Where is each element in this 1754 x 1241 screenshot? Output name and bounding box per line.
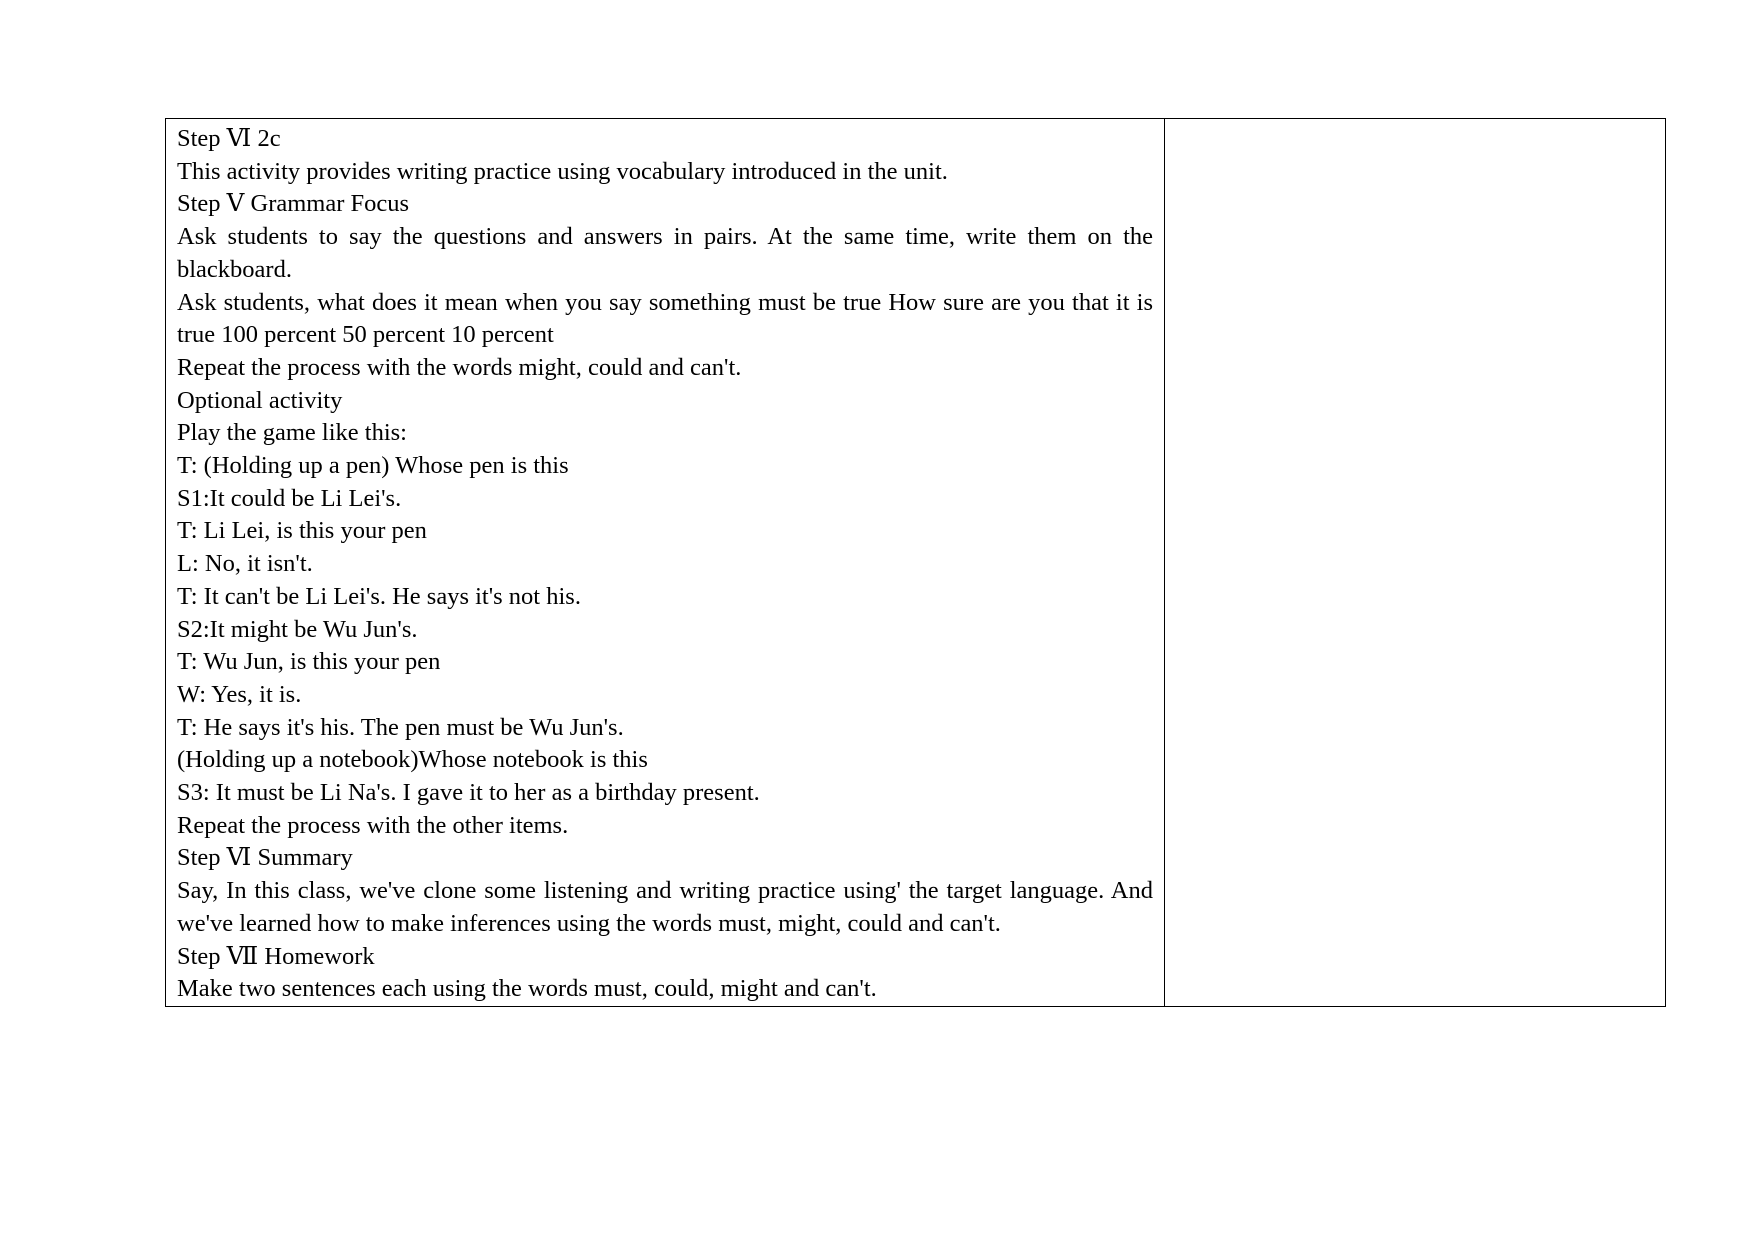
text-line: T: Wu Jun, is this your pen xyxy=(177,648,441,676)
text-line: S1:It could be Li Lei's. xyxy=(177,484,402,512)
text-line: T: Li Lei, is this your pen xyxy=(177,517,427,545)
text-line: Step Ⅵ Summary xyxy=(177,844,353,872)
text-paragraph: Ask students to say the questions and answers in pairs. At the same time, write them on the blackboard. xyxy=(177,223,1153,283)
text-line: S2:It might be Wu Jun's. xyxy=(177,615,418,643)
text-paragraph: Say, In this class, we've clone some listening and writing practice using' the target language. And we've learned how to make inferences using the words must, might, could and can't. xyxy=(177,877,1153,937)
text-line: Repeat the process with the words might, could and can't. xyxy=(177,353,742,381)
text-line: (Holding up a notebook)Whose notebook is this xyxy=(177,746,648,774)
text-line: T: (Holding up a pen) Whose pen is this xyxy=(177,452,569,480)
text-line: T: It can't be Li Lei's. He says it's not his. xyxy=(177,582,581,610)
teaching-steps-content xyxy=(166,119,1164,1006)
text-line: Step Ⅶ Homework xyxy=(177,942,375,970)
text-line: W: Yes, it is. xyxy=(177,680,302,708)
text-line: Play the game like this: xyxy=(177,419,407,447)
text-line: L: No, it isn't. xyxy=(177,550,313,578)
text-line: Step Ⅴ Grammar Focus xyxy=(177,190,410,218)
table-row xyxy=(166,119,1666,1007)
notes-cell xyxy=(1165,119,1666,1007)
text-line: S3: It must be Li Na's. I gave it to her as a birthday present. xyxy=(177,779,760,807)
lesson-plan-table xyxy=(165,118,1666,1007)
text-line: This activity provides writing practice using vocabulary introduced in the unit. xyxy=(177,157,948,185)
text-paragraph: Ask students, what does it mean when you say something must be true How sure are you that it is true 100 percent 50 percent 10 percent xyxy=(177,288,1153,349)
text-line: Make two sentences each using the words must, could, might and can't. xyxy=(177,975,877,1003)
text-line: Repeat the process with the other items. xyxy=(177,811,569,839)
teaching-steps-cell xyxy=(166,119,1165,1007)
text-line: Step Ⅵ 2c xyxy=(177,125,281,152)
text-line: Optional activity xyxy=(177,386,343,414)
text-line: T: He says it's his. The pen must be Wu Jun's. xyxy=(177,713,624,741)
